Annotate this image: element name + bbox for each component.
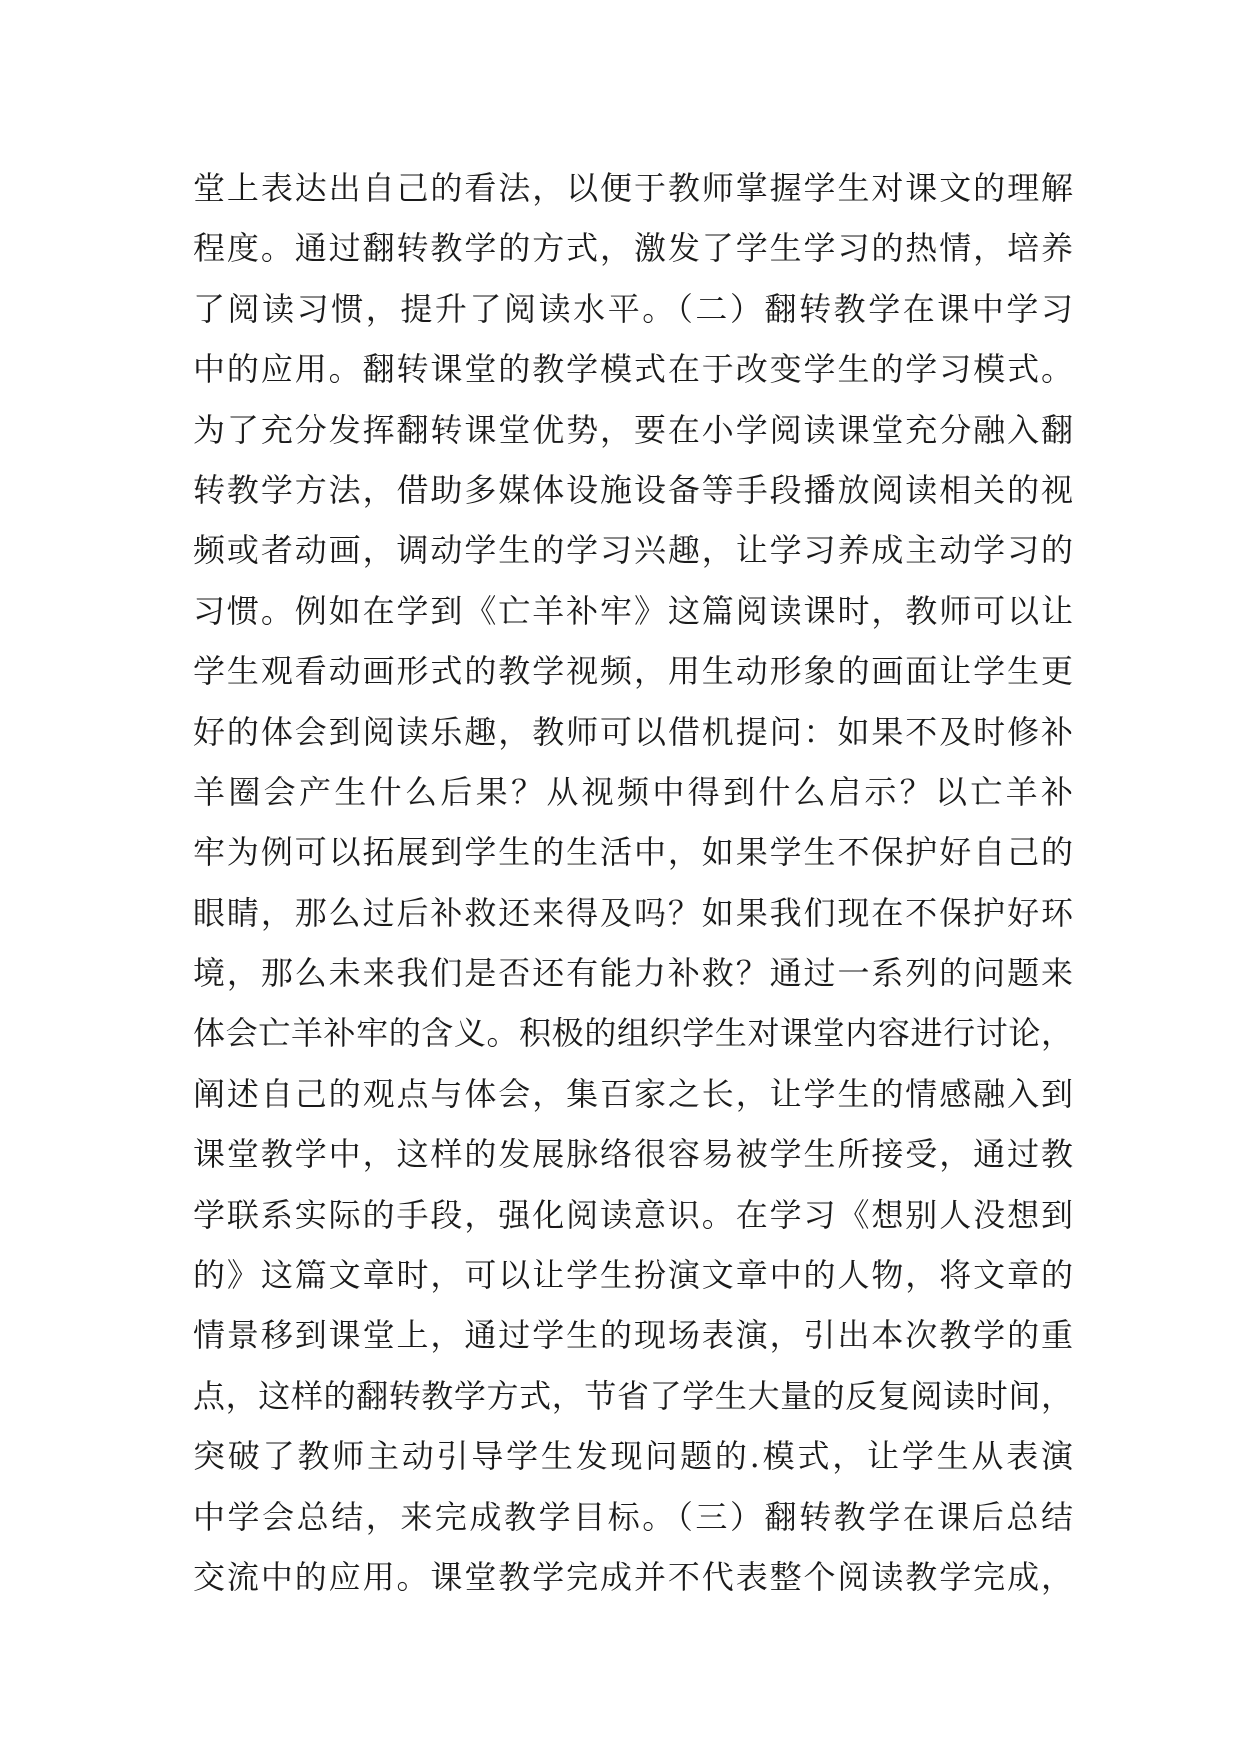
text-line-18: 学联系实际的手段，强化阅读意识。在学习《想别人没想到 (193, 1195, 1073, 1234)
text-line-20: 情景移到课堂上，通过学生的现场表演，引出本次教学的重 (193, 1316, 1073, 1355)
text-line-21: 点，这样的翻转教学方式，节省了学生大量的反复阅读时间， (193, 1376, 1073, 1415)
text-line-10: 好的体会到阅读乐趣，教师可以借机提问：如果不及时修补 (193, 712, 1073, 751)
text-line-24: 交流中的应用。课堂教学完成并不代表整个阅读教学完成， (193, 1557, 1073, 1596)
text-line-12: 牢为例可以拓展到学生的生活中，如果学生不保护好自己的 (193, 833, 1073, 872)
body-text (193, 158, 1073, 1607)
text-line-3: 了阅读习惯，提升了阅读水平。（二）翻转教学在课中学习 (193, 289, 1073, 328)
text-line-2: 程度。通过翻转教学的方式，激发了学生学习的热情，培养 (193, 229, 1073, 268)
text-line-13: 眼睛，那么过后补救还来得及吗？如果我们现在不保护好环 (193, 893, 1073, 932)
text-line-7: 频或者动画，调动学生的学习兴趣，让学习养成主动学习的 (193, 531, 1073, 570)
text-line-1: 堂上表达出自己的看法，以便于教师掌握学生对课文的理解 (193, 169, 1073, 207)
text-line-5: 为了充分发挥翻转课堂优势，要在小学阅读课堂充分融入翻 (193, 410, 1073, 449)
text-line-17: 课堂教学中，这样的发展脉络很容易被学生所接受，通过教 (193, 1135, 1073, 1174)
text-line-8: 习惯。例如在学到《亡羊补牢》这篇阅读课时，教师可以让 (193, 591, 1073, 630)
text-line-19: 的》这篇文章时，可以让学生扮演文章中的人物，将文章的 (193, 1256, 1073, 1295)
text-line-23: 中学会总结，来完成教学目标。（三）翻转教学在课后总结 (193, 1497, 1073, 1536)
text-line-15: 体会亡羊补牢的含义。积极的组织学生对课堂内容进行讨论， (193, 1014, 1073, 1053)
text-line-11: 羊圈会产生什么后果？从视频中得到什么启示？以亡羊补 (193, 772, 1073, 811)
text-line-4: 中的应用。翻转课堂的教学模式在于改变学生的学习模式。 (193, 350, 1073, 389)
text-line-14: 境，那么未来我们是否还有能力补救？通过一系列的问题来 (193, 954, 1073, 993)
text-line-16: 阐述自己的观点与体会，集百家之长，让学生的情感融入到 (193, 1074, 1073, 1113)
text-line-9: 学生观看动画形式的教学视频，用生动形象的画面让学生更 (193, 652, 1073, 691)
text-line-6: 转教学方法，借助多媒体设施设备等手段播放阅读相关的视 (193, 470, 1073, 509)
text-line-22: 突破了教师主动引导学生发现问题的.模式，让学生从表演 (193, 1437, 1073, 1476)
